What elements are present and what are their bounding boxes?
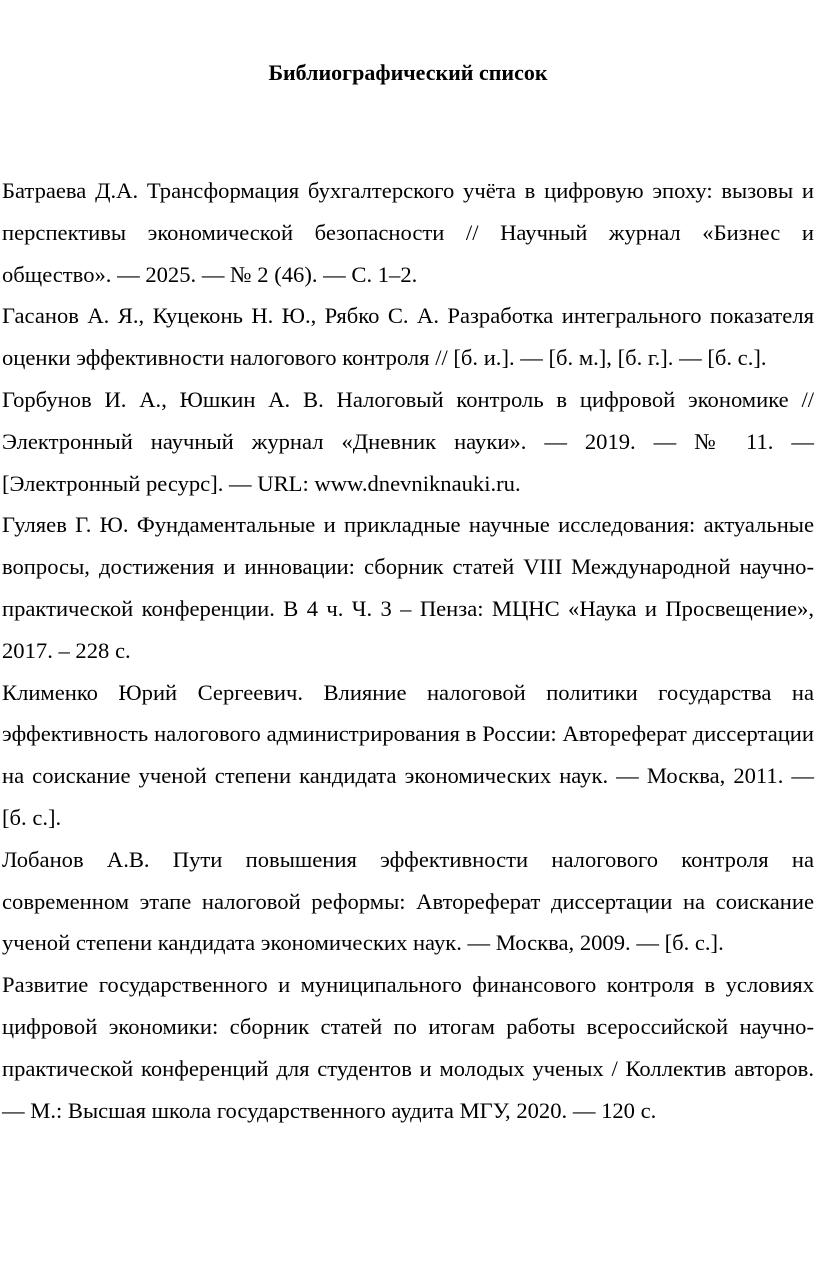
reference-item: Развитие государственного и муниципального финансового контроля в условиях цифровой экономики: сборник статей по итогам работы всероссийской научно-практической конференций для студентов и молодых ученых / Коллектив авторов. — М.: Высшая школа государственного аудита МГУ, 2020. — 120 с. bbox=[2, 972, 814, 1123]
reference-item: Лобанов А.В. Пути повышения эффективности налогового контроля на современном этапе налоговой реформы: Автореферат диссертации на соискание ученой степени кандидата экономических наук. — Москва, 2009. — [б. с.]. bbox=[2, 846, 814, 956]
reference-item: Батраева Д.А. Трансформация бухгалтерского учёта в цифровую эпоху: вызовы и перспективы экономической безопасности // Научный журнал «Бизнес и общество». — 2025. — № 2 (46). — С. 1–2. bbox=[2, 178, 814, 287]
reference-item: Горбунов И. А., Юшкин А. В. Налоговый контроль в цифровой экономике // Электронный научный журнал «Дневник науки». — 2019. — № 11. — [Электронный ресурс]. — URL: www.dnevniknauki.ru. bbox=[2, 386, 814, 496]
page-title: Библиографический список bbox=[268, 60, 548, 85]
reference-list bbox=[2, 170, 814, 1131]
reference-item: Гуляев Г. Ю. Фундаментальные и прикладные научные исследования: актуальные вопросы, достижения и инновации: сборник статей VIII Международной научно-практической конференции. В 4 ч. Ч. 3 – Пенза: МЦНС «Наука и Просвещение», 2017. – 228 с. bbox=[2, 512, 814, 663]
reference-item: Клименко Юрий Сергеевич. Влияние налоговой политики государства на эффективность налогового администрирования в России: Автореферат диссертации на соискание ученой степени кандидата экономических наук. — Москва, 2011. — [б. с.]. bbox=[2, 679, 814, 830]
reference-item: Гасанов А. Я., Куцеконь Н. Ю., Рябко С. А. Разработка интегрального показателя оценки эффективности налогового контроля // [б. и.]. — [б. м.], [б. г.]. — [б. с.]. bbox=[2, 303, 814, 371]
